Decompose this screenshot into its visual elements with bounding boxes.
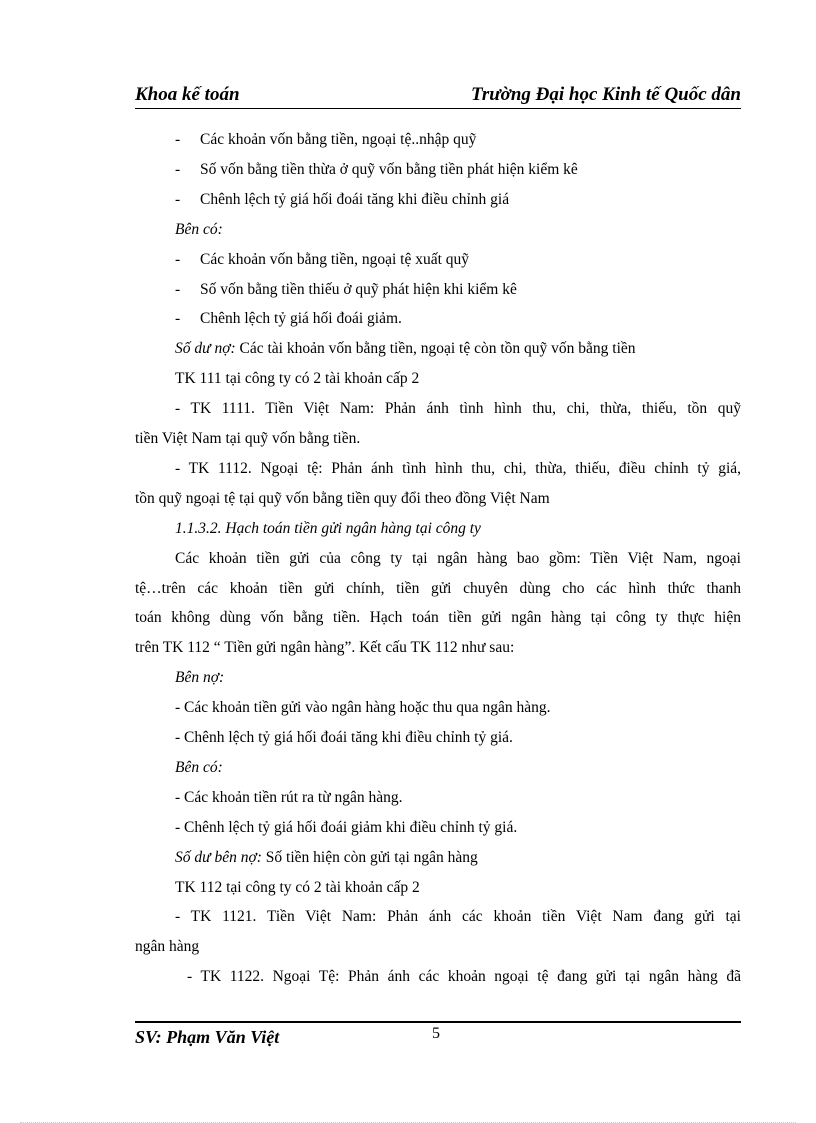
bullet-text: Chênh lệch tỷ giá hối đoái giảm. [200, 310, 402, 327]
bullet-dash: - [175, 310, 181, 327]
text-line [175, 848, 478, 868]
bullet-dash: - [175, 191, 181, 208]
bullet-text: Số vốn bằng tiền thiếu ở quỹ phát hiện khi kiểm kê [200, 281, 517, 298]
text-line: - TK 1111. Tiền Việt Nam: Phản ánh tình hình thu, chi, thừa, thiếu, tồn quỹ [175, 400, 741, 417]
italic-heading: 1.1.3.2. Hạch toán tiền gửi ngân hàng tại công ty [175, 520, 481, 537]
header-university: Trường Đại học Kinh tế Quốc dân [470, 84, 741, 105]
bullet-text: Các khoản vốn bằng tiền, ngoại tệ..nhập quỹ [200, 131, 477, 148]
bullet-text: Các khoản vốn bằng tiền, ngoại tệ xuất quỹ [200, 251, 470, 268]
text-line: TK 112 tại công ty có 2 tài khoản cấp 2 [175, 879, 420, 896]
bullet-text: Chênh lệch tỷ giá hối đoái tăng khi điều chỉnh giá [200, 191, 510, 208]
italic-heading: Bên có: [175, 221, 223, 238]
footer-rule [135, 1021, 741, 1023]
label-text: Các tài khoản vốn bằng tiền, ngoại tệ còn tồn quỹ vốn bằng tiền [235, 340, 636, 357]
text-line: tệ…trên các khoản tiền gửi chính, tiền gửi chuyên dùng cho các hình thức thanh [135, 580, 741, 597]
text-line: - Chênh lệch tỷ giá hối đoái giảm khi điều chỉnh tỷ giá. [175, 819, 518, 836]
bullet-dash: - [175, 281, 181, 298]
footer-student-name: SV: Phạm Văn Việt [135, 1027, 280, 1047]
text-line: - TK 1121. Tiền Việt Nam: Phản ánh các khoản tiền Việt Nam đang gửi tại [175, 908, 741, 925]
italic-label: Số dư nợ: [175, 340, 236, 357]
text-line: ngân hàng [135, 938, 200, 955]
bullet-text: Số vốn bằng tiền thừa ở quỹ vốn bằng tiền phát hiện kiểm kê [200, 161, 578, 178]
text-line [175, 339, 636, 359]
page-header [135, 84, 741, 109]
bullet-dash: - [175, 131, 181, 148]
text-line: - TK 1122. Ngoại Tệ: Phản ánh các khoản ngoại tệ đang gửi tại ngân hàng đã [187, 968, 741, 985]
text-line: - Chênh lệch tỷ giá hối đoái tăng khi điều chỉnh tỷ giá. [175, 729, 513, 746]
header-faculty: Khoa kế toán [135, 84, 240, 105]
label-text: Số tiền hiện còn gửi tại ngân hàng [261, 849, 478, 866]
text-line: - TK 1112. Ngoại tệ: Phản ánh tình hình thu, chi, thừa, thiếu, điều chỉnh tỷ giá, [175, 460, 741, 477]
italic-label: Số dư bên nợ: [175, 849, 262, 866]
text-line: tồn quỹ ngoại tệ tại quỹ vốn bằng tiền quy đổi theo đồng Việt Nam [135, 490, 550, 507]
text-line: toán không dùng vốn bằng tiền. Hạch toán tiền gửi ngân hàng tại công ty thực hiện [135, 609, 741, 626]
text-line: TK 111 tại công ty có 2 tài khoản cấp 2 [175, 370, 420, 387]
text-line: tiền Việt Nam tại quỹ vốn bằng tiền. [135, 430, 361, 447]
text-line: - Các khoản tiền gửi vào ngân hàng hoặc thu qua ngân hàng. [175, 699, 551, 716]
text-line: Các khoản tiền gửi của công ty tại ngân hàng bao gồm: Tiền Việt Nam, ngoại [175, 550, 741, 567]
italic-heading: Bên nợ: [175, 669, 225, 686]
text-line: trên TK 112 “ Tiền gửi ngân hàng”. Kết cấu TK 112 như sau: [135, 639, 515, 656]
italic-heading: Bên có: [175, 759, 223, 776]
bullet-dash: - [175, 251, 181, 268]
text-line: - Các khoản tiền rút ra từ ngân hàng. [175, 789, 403, 806]
bullet-dash: - [175, 161, 181, 178]
page-number: 5 [432, 1025, 440, 1042]
